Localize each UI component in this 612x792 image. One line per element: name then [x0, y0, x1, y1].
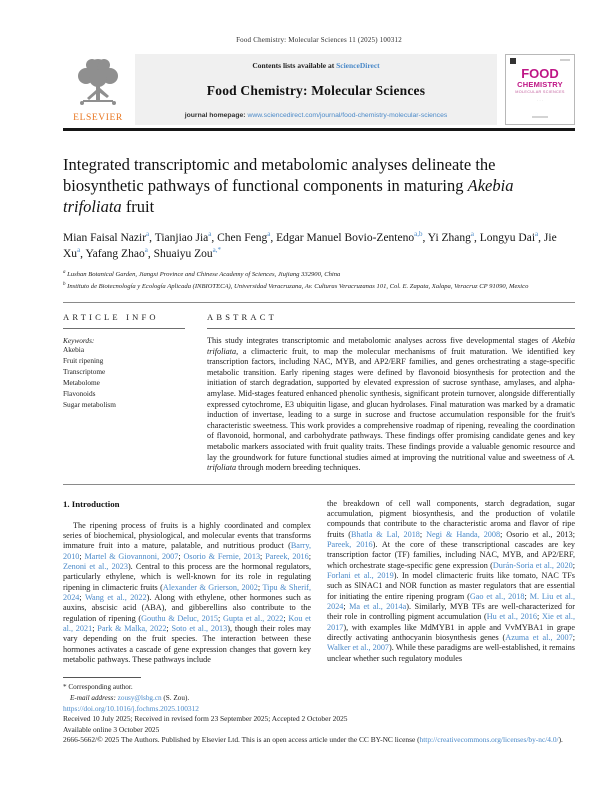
text-run: journal homepage:: [184, 111, 248, 119]
text-run: ;: [536, 612, 542, 622]
text-run: Lushan Botanical Garden, Jiangxi Province and Chinese Academy of Sciences, Jiujiang 332900, China: [65, 271, 341, 279]
doi-link[interactable]: https://doi.org/10.1016/j.fochms.2025.100312: [63, 703, 199, 713]
inline-link[interactable]: Tipu & Sherif, 2024: [63, 582, 311, 603]
keywords-label: Keywords:: [63, 336, 95, 346]
cover-title-food: FOOD: [521, 66, 559, 81]
inline-link[interactable]: Walker et al., 2007: [327, 643, 390, 653]
author-affiliation-sup-link[interactable]: a: [535, 229, 539, 238]
text-run: fruit: [121, 196, 155, 216]
text-run: ;: [343, 601, 350, 611]
inline-link[interactable]: Gouthu & Deluc, 2015: [141, 613, 219, 623]
text-run: Akebia trifoliata: [207, 336, 575, 356]
inline-link[interactable]: Park & Malka, 2022: [97, 624, 167, 634]
author-affiliation-sup-link[interactable]: a: [470, 229, 475, 238]
text-run: This study integrates transcriptomic and metabolomic analyses across five developmental stages of: [207, 336, 553, 346]
text-run: ;: [166, 624, 172, 634]
abstract-text: [207, 336, 575, 474]
text-run: ). At the core of these transcriptional cascades are key transcription factor (TF) families, including NAC, MYB, and AP2/ERF, which orchestrate stage-specific gene expression (: [327, 539, 575, 570]
cover-title-chemistry: CHEMISTRY: [517, 80, 563, 89]
text-run: A. trifoliata: [207, 452, 575, 473]
inline-link[interactable]: Kou et al., 2021: [63, 613, 312, 634]
affiliation-a: [63, 269, 575, 280]
email-line: [63, 693, 311, 704]
introduction-paragraph-right: [327, 499, 575, 664]
article-info-rule: [63, 328, 185, 329]
abstract-heading: ABSTRACT: [207, 312, 277, 323]
text-run: E-mail address:: [70, 694, 116, 703]
inline-link[interactable]: Barry, 2010: [63, 541, 311, 561]
text-run: ;: [308, 551, 312, 561]
text-run: , Chen Feng: [211, 231, 268, 244]
text-run: Akebia trifoliata: [63, 176, 514, 216]
text-run: , Tianjiao Jia: [149, 231, 209, 244]
text-run: Instituto de Biotecnología y Ecología Aplicada (INBIOTECA), Universidad Veracruzana, Av. Culturas Veracruzanas 101, Col. E. Zapata, Xalapa, Veracruz CP 91090, Mexico: [65, 282, 529, 290]
text-run: ;: [79, 551, 85, 561]
text-run: ;: [257, 582, 263, 592]
inline-link[interactable]: www.sciencedirect.com/journal/food-chemistry-molecular-sciences: [247, 111, 448, 119]
text-run: ;: [79, 593, 85, 603]
affiliations: [63, 269, 575, 292]
text-run: Mian Faisal Nazir: [63, 231, 147, 244]
text-run: b: [63, 281, 66, 287]
inline-link[interactable]: Pareek, 2016: [265, 551, 309, 561]
inline-link[interactable]: ScienceDirect: [336, 61, 380, 70]
text-run: ). While these paradigms are well-established, it remains unclear whether such regulatory modules: [327, 643, 575, 663]
keyword-item: Fruit ripening: [63, 356, 104, 366]
text-run: the breakdown of cell wall components, starch degradation, sugar accumulation, pigment biosynthesis, and the production of volatile compounds that contribute to the characteristic aroma and flavor of ripe fruits (: [327, 498, 575, 539]
author-affiliation-sup-link[interactable]: a: [77, 246, 81, 254]
inline-link[interactable]: Alexander & Grierson, 2002: [162, 582, 258, 592]
cover-crest-icon: [510, 58, 516, 64]
cover-issue-mark: [560, 59, 570, 61]
text-run: ), though their roles may vary depending on the fruit species. The interaction between these hormones activates a cascade of gene expression changes that govern key metabolic pathways. These pathways include: [63, 624, 311, 665]
inline-link[interactable]: Gupta et al., 2022: [223, 613, 284, 623]
license-line: [63, 735, 575, 746]
available-online-line: Available online 3 October 2025: [63, 724, 160, 734]
text-run: ;: [572, 560, 575, 570]
author-affiliation-sup-link[interactable]: a,b: [414, 229, 423, 238]
banner-center-panel: [135, 54, 497, 125]
journal-cover-thumbnail[interactable]: [505, 54, 575, 125]
text-run: , Yafang Zhao: [80, 247, 145, 260]
inline-link[interactable]: http://creativecommons.org/licenses/by-nc/4.0/: [419, 735, 559, 745]
article-info-abstract-section: [63, 312, 575, 474]
inline-link[interactable]: Durán-Soria et al., 2020: [492, 560, 573, 570]
inline-link[interactable]: Soto et al., 2013: [171, 624, 228, 634]
keyword-item: Akebia: [63, 345, 85, 355]
text-run: ;: [92, 624, 98, 634]
text-run: (S. Zou).: [161, 694, 190, 703]
text-run: ;: [178, 551, 184, 561]
text-run: , Shuaiyu Zou: [147, 247, 213, 260]
cover-decoration: · · ·: [537, 98, 543, 103]
text-run: Contents lists available at: [252, 61, 337, 70]
inline-link[interactable]: Forlani et al., 2019: [327, 570, 394, 580]
author-affiliation-sup-link[interactable]: a: [267, 229, 271, 238]
text-run: ;: [524, 591, 530, 601]
inline-link[interactable]: Ma et al., 2014a: [349, 601, 407, 611]
section-rule: [63, 484, 575, 485]
text-run: The ripening process of fruits is a highly coordinated and complex series of biochemical, physiological, and molecular events that transforms immature fruit into a mature, palatable, and nutritious product (: [63, 520, 311, 551]
elsevier-tree-icon: [73, 56, 123, 112]
text-run: ;: [260, 551, 266, 561]
cover-bottom-mark: [532, 116, 548, 118]
journal-homepage-line: [143, 112, 489, 119]
inline-link[interactable]: Xie et al., 2017: [327, 612, 576, 632]
inline-link[interactable]: M. Liu et al., 2024: [327, 591, 576, 611]
journal-title: Food Chemistry: Molecular Sciences: [206, 82, 426, 98]
text-run: ; Osorio et al., 2013;: [500, 529, 576, 539]
journal-header-banner: [63, 54, 575, 125]
text-run: ;: [419, 529, 427, 539]
text-run: , a climacteric fruit, to map the molecular mechanisms of fruit maturation. We identified key transcription factors, including NAC, MYB, and AP2/ERF families, and genes orchestrating a stage-specific metabolic transition. Early ripening stages were defined by flavonoid biosynthesis for protection and the initiation of starch degradation, supported by elevated expression of sucrose synthase, amylases, and alpha-amylase. Mid-stages featured enhanced phenolic synthesis, significant protein turnover, alongside differentially expressed cytochrome, E3 ubiquitin ligase, and glucan hydrolases. Final maturation was marked by a dramatic induction of invertase, leading to a surge in sucrose and fructose accumulation responsible for the fruit's characteristic sweetness. This work provides a comprehensive roadmap of ripening, revealing the coordination of flavonoid, hormonal, and carbohydrate pathways. These findings offer promising candidate genes and key metabolic markers associated with fruit quality traits. These findings provide a valuable genomic resource and lay the groundwork for future functional studies aimed at improving the nutritional value and sweetness of: [207, 346, 575, 462]
text-run: ). Central to this process are the hormonal regulators, particularly ethylene, which is well-known for its role in regulating ripening in climacteric fruits (: [63, 562, 311, 592]
inline-link[interactable]: Wang et al., 2022: [84, 593, 147, 603]
section-rule: [63, 302, 575, 303]
article-footer: [63, 704, 575, 746]
corresponding-author-footnote: [63, 677, 311, 704]
text-run: ). Along with ethylene, other hormones such as auxins, abscisic acid (ABA), and gibberellins also contribute to the regulation of ripening (: [63, 593, 311, 623]
left-column: [63, 499, 311, 704]
introduction-paragraph-left: [63, 521, 311, 666]
article-info-column: [63, 312, 207, 474]
article-title: [63, 155, 575, 217]
text-run: ;: [218, 613, 223, 623]
text-run: ), with examples like MdMYB1 in apple and VvMYBA1 in grape directly activating anthocyanin biosynthesis genes (: [327, 622, 575, 642]
text-run: Integrated transcriptomic and metabolomic analyses delineate the biosynthetic pathways of functional components in maturing: [63, 155, 496, 196]
contents-available-line: [143, 61, 489, 70]
text-run: ;: [283, 613, 289, 623]
text-run: ). Similarly, MYB TFs are well-characterized for their role in controlling pigment accumulation (: [327, 601, 575, 622]
inline-link[interactable]: Azuma et al., 2007: [505, 632, 573, 642]
abstract-column: [207, 312, 575, 474]
author-affiliation-sup-link[interactable]: a: [208, 229, 212, 238]
text-run: a: [63, 270, 66, 276]
received-dates-line: Received 10 July 2025; Received in revised form 23 September 2025; Accepted 2 October 2025: [63, 714, 348, 724]
text-run: , Yi Zhang: [422, 231, 471, 244]
affiliation-b: [63, 281, 575, 292]
corresponding-author-line: * Corresponding author.: [63, 683, 133, 692]
author-list: [63, 230, 575, 263]
author-affiliation-sup-link[interactable]: a: [146, 229, 150, 238]
keyword-item: Transcriptome: [63, 367, 106, 377]
author-affiliation-sup-link[interactable]: a: [144, 246, 148, 254]
text-run: , Edgar Manuel Bovio-Zenteno: [270, 231, 415, 244]
inline-link[interactable]: Zenoni et al., 2023: [63, 562, 128, 572]
keyword-item: Flavonoids: [63, 388, 96, 398]
inline-link[interactable]: Martel & Giovannoni, 2007: [84, 551, 179, 561]
abstract-rule: [207, 328, 575, 329]
text-run: ). In model climacteric fruits like tomato, NAC TFs such as SlNAC1 and NOR function as master regulators that are essential for initiating the entire ripening program (: [327, 570, 575, 601]
body-columns: [63, 499, 575, 704]
header-divider-bar: [63, 128, 575, 132]
inline-link[interactable]: zousy@lsbg.cn: [117, 694, 162, 703]
text-run: ).: [558, 735, 563, 745]
inline-link[interactable]: Pareek, 2016: [327, 539, 373, 549]
inline-link[interactable]: Hu et al., 2016: [486, 612, 537, 622]
introduction-heading: 1. Introduction: [63, 498, 120, 509]
cover-subtitle: MOLECULAR SCIENCES: [515, 90, 565, 94]
inline-link[interactable]: Bhatla & Lal, 2018: [350, 529, 420, 539]
inline-link[interactable]: Negi & Handa, 2008: [426, 529, 501, 539]
running-head-journal-ref: Food Chemistry: Molecular Sciences 11 (2025) 100312: [236, 36, 402, 44]
text-run: through modern breeding techniques.: [236, 463, 361, 473]
article-info-heading: ARTICLE INFO: [63, 312, 159, 323]
elsevier-wordmark: ELSEVIER: [73, 112, 123, 123]
text-run: , Longyu Dai: [474, 231, 536, 244]
text-run: ;: [572, 632, 575, 642]
keyword-item: Sugar metabolism: [63, 399, 116, 409]
footnote-rule: [63, 677, 141, 678]
text-run: , Jie Xu: [63, 231, 557, 260]
keyword-item: Metabolome: [63, 377, 100, 387]
right-column: [327, 499, 575, 704]
inline-link[interactable]: Osorio & Fernie, 2013: [183, 551, 261, 561]
author-affiliation-sup-link[interactable]: a,*: [212, 246, 222, 254]
elsevier-logo[interactable]: [63, 54, 133, 125]
inline-link[interactable]: Gao et al., 2018: [469, 591, 525, 601]
text-run: 2666-5662/© 2025 The Authors. Published by Elsevier Ltd. This is an open access article under the CC BY-NC license (: [63, 735, 420, 745]
